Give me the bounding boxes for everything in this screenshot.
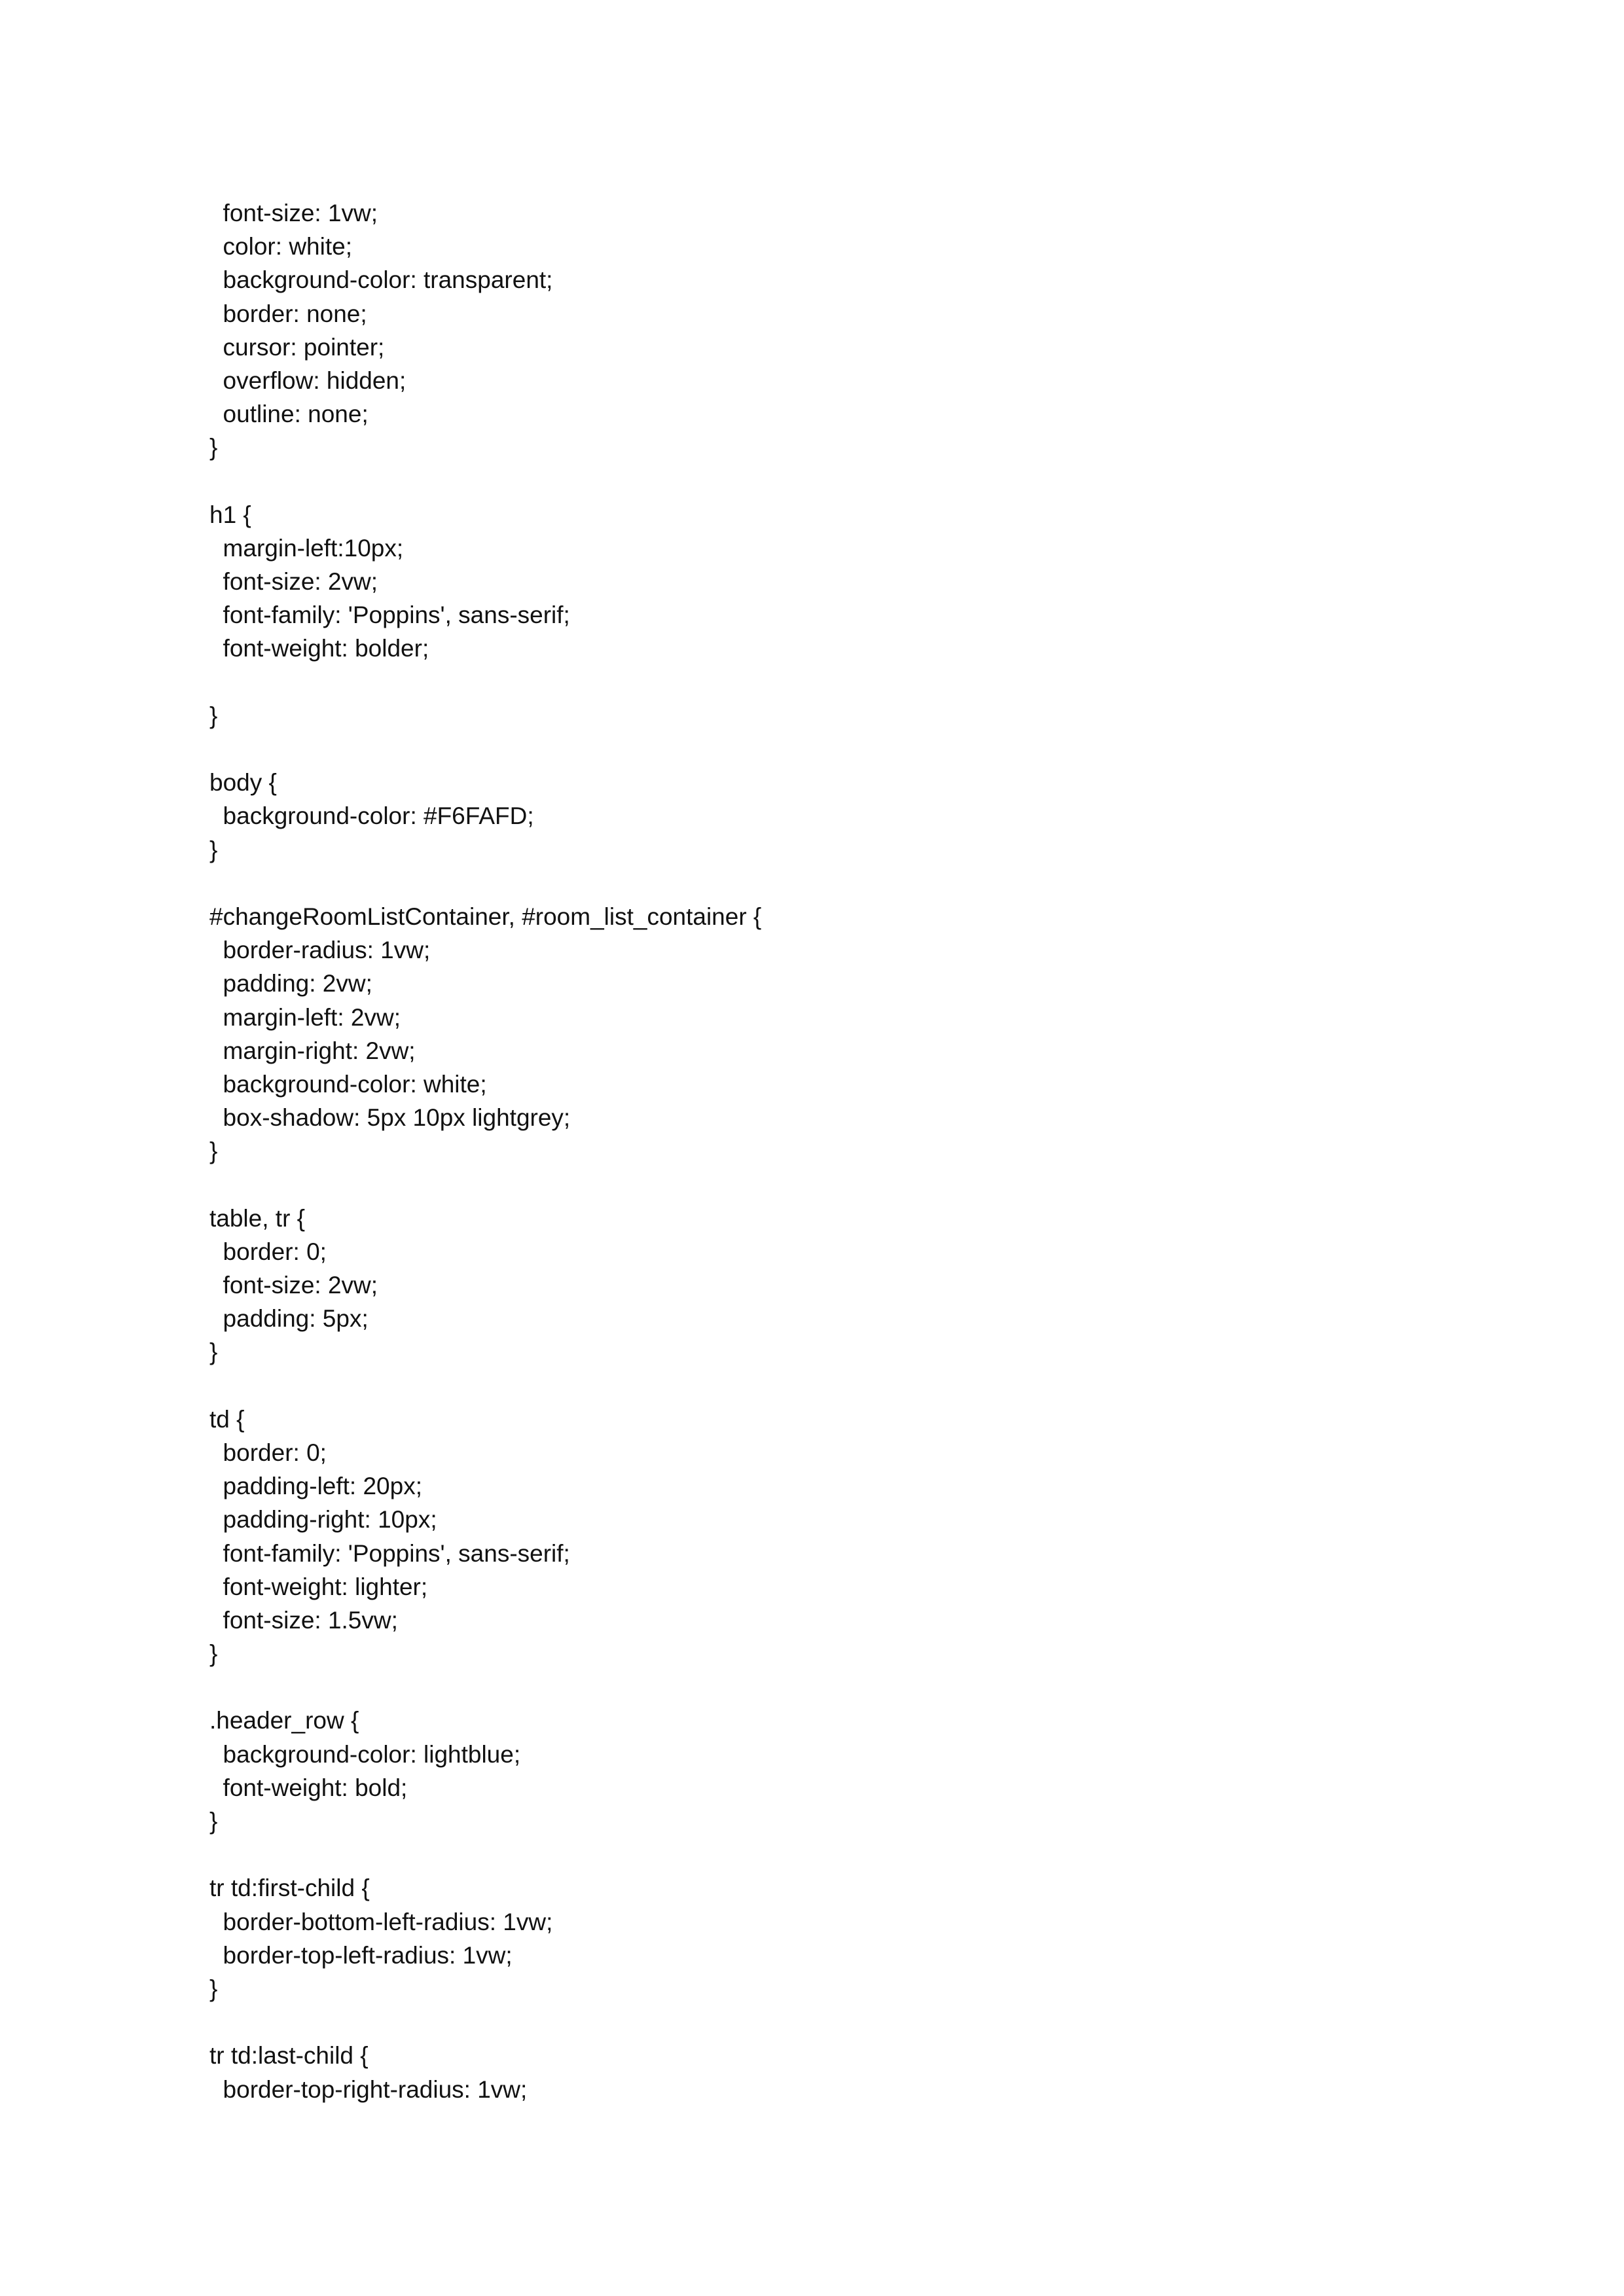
code-line: color: white; — [209, 233, 352, 260]
code-line: } — [209, 1808, 218, 1835]
code-line: } — [209, 434, 218, 461]
code-line: padding: 5px; — [209, 1305, 369, 1333]
code-line: font-weight: bolder; — [209, 635, 429, 662]
code-line — [209, 2005, 1453, 2039]
code-line: font-size: 2vw; — [209, 1272, 378, 1299]
code-line: font-size: 1.5vw; — [209, 1606, 398, 1634]
code-line: } — [209, 836, 218, 863]
code-line: box-shadow: 5px 10px lightgrey; — [209, 1104, 571, 1132]
code-line: font-weight: bold; — [209, 1774, 408, 1801]
code-line: background-color: lightblue; — [209, 1740, 521, 1768]
code-line: overflow: hidden; — [209, 367, 406, 394]
code-line: } — [209, 1975, 218, 2002]
code-line: } — [209, 1640, 218, 1668]
code-line — [209, 1670, 1453, 1704]
code-line: body { — [209, 769, 277, 797]
code-line: margin-left: 2vw; — [209, 1003, 401, 1031]
code-line: border-top-right-radius: 1vw; — [209, 2075, 528, 2103]
code-line: padding-right: 10px; — [209, 1506, 437, 1534]
code-listing — [209, 196, 1453, 2106]
code-line: background-color: #F6FAFD; — [209, 802, 534, 830]
code-line: border: 0; — [209, 1439, 327, 1466]
code-line: } — [209, 1338, 218, 1366]
code-line: tr td:last-child { — [209, 2042, 369, 2070]
code-line: padding-left: 20px; — [209, 1473, 422, 1500]
code-line: cursor: pointer; — [209, 333, 385, 361]
code-line: background-color: white; — [209, 1070, 487, 1098]
code-line: border-bottom-left-radius: 1vw; — [209, 1908, 553, 1935]
code-line: td { — [209, 1405, 245, 1433]
code-line: tr td:first-child { — [209, 1874, 370, 1902]
code-line: margin-left:10px; — [209, 534, 404, 562]
code-line — [209, 666, 1453, 699]
code-line: border: none; — [209, 300, 367, 327]
code-line — [209, 732, 1453, 766]
code-line: h1 { — [209, 501, 251, 528]
code-line: font-family: 'Poppins', sans-serif; — [209, 601, 570, 629]
code-line: } — [209, 1138, 218, 1165]
code-line: border-radius: 1vw; — [209, 937, 431, 964]
code-line — [209, 1168, 1453, 1201]
code-line: background-color: transparent; — [209, 266, 553, 294]
code-line: table, tr { — [209, 1204, 306, 1232]
code-line: .header_row { — [209, 1707, 359, 1734]
code-line: font-size: 1vw; — [209, 200, 378, 226]
code-line: font-weight: lighter; — [209, 1573, 428, 1600]
code-line — [209, 1838, 1453, 1871]
code-line: } — [209, 702, 218, 729]
code-line: border-top-left-radius: 1vw; — [209, 1941, 513, 1969]
code-line: font-size: 2vw; — [209, 568, 378, 596]
code-line — [209, 1369, 1453, 1403]
code-line: outline: none; — [209, 401, 369, 428]
code-line: border: 0; — [209, 1238, 327, 1265]
code-line: #changeRoomListContainer, #room_list_container { — [209, 903, 762, 930]
code-line — [209, 465, 1453, 498]
code-line: font-family: 'Poppins', sans-serif; — [209, 1539, 570, 1567]
code-line: margin-right: 2vw; — [209, 1037, 416, 1064]
code-line: padding: 2vw; — [209, 970, 372, 997]
code-line — [209, 867, 1453, 900]
